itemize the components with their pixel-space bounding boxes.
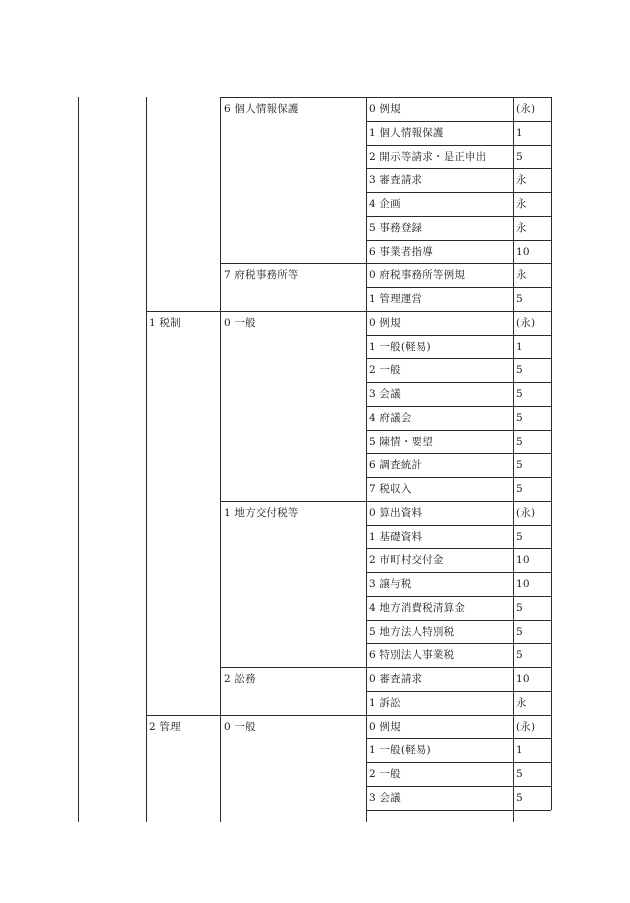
item-label: 6 特別法人事業税 bbox=[369, 649, 455, 662]
item-label: 7 税収入 bbox=[369, 483, 412, 495]
retention-period: (永) bbox=[516, 720, 536, 733]
retention-period: 永 bbox=[516, 174, 527, 187]
row-divider bbox=[366, 287, 551, 288]
item-label: 2 一般 bbox=[369, 768, 401, 780]
item-label: 1 一般(軽易) bbox=[369, 340, 431, 353]
retention-period: 10 bbox=[516, 673, 530, 685]
retention-period: 5 bbox=[516, 150, 523, 163]
subcategory-label: 1 地方交付税等 bbox=[224, 506, 299, 519]
row-divider bbox=[366, 453, 551, 454]
item-label: 1 管理運営 bbox=[369, 293, 423, 305]
item-label: 4 企画 bbox=[369, 198, 401, 210]
row-divider bbox=[366, 572, 551, 573]
subcategory-label: 0 一般 bbox=[224, 720, 256, 733]
retention-period: 1 bbox=[516, 126, 523, 139]
retention-period: 5 bbox=[516, 459, 523, 472]
item-label: 3 会議 bbox=[369, 388, 401, 400]
column-line bbox=[146, 97, 147, 822]
item-label: 2 一般 bbox=[369, 364, 401, 377]
row-divider bbox=[366, 525, 551, 526]
row-divider bbox=[366, 192, 551, 193]
row-divider bbox=[366, 620, 551, 621]
retention-period: 永 bbox=[516, 269, 527, 282]
row-divider bbox=[366, 738, 551, 739]
row-divider bbox=[366, 240, 551, 241]
row-divider bbox=[366, 145, 551, 146]
table-bottom-border bbox=[366, 810, 551, 811]
item-label: 0 算出資料 bbox=[369, 506, 423, 519]
item-label: 4 地方消費税清算金 bbox=[369, 601, 466, 614]
item-label: 2 開示等請求・是正申出 bbox=[369, 150, 487, 163]
row-divider bbox=[366, 216, 551, 217]
row-divider bbox=[366, 406, 551, 407]
column-line bbox=[78, 97, 79, 822]
subgroup-divider bbox=[220, 667, 551, 668]
retention-period: 10 bbox=[516, 554, 530, 567]
retention-period: 5 bbox=[516, 483, 523, 495]
retention-period: 5 bbox=[516, 435, 523, 448]
retention-period: 5 bbox=[516, 625, 523, 638]
subcategory-label: 6 個人情報保護 bbox=[224, 103, 299, 115]
item-label: 5 地方法人特別税 bbox=[369, 625, 455, 638]
item-label: 1 訴訟 bbox=[369, 696, 401, 709]
subcategory-label: 2 訟務 bbox=[224, 673, 256, 685]
row-divider bbox=[366, 548, 551, 549]
row-divider bbox=[366, 358, 551, 359]
item-label: 0 例規 bbox=[369, 720, 401, 733]
item-label: 0 府税事務所等例規 bbox=[369, 269, 466, 282]
table-top-border bbox=[220, 97, 551, 98]
retention-period: 5 bbox=[516, 530, 523, 543]
item-label: 0 例規 bbox=[369, 103, 401, 115]
retention-period: 5 bbox=[516, 388, 523, 400]
row-divider bbox=[366, 477, 551, 478]
subgroup-divider bbox=[220, 263, 551, 264]
item-label: 3 譲与税 bbox=[369, 578, 412, 590]
subcategory-label: 0 一般 bbox=[224, 316, 256, 329]
retention-period: 5 bbox=[516, 649, 523, 662]
item-label: 1 基礎資料 bbox=[369, 530, 423, 543]
item-label: 5 陳情・要望 bbox=[369, 435, 433, 448]
retention-period: 5 bbox=[516, 411, 523, 424]
retention-period: (永) bbox=[516, 103, 536, 115]
subcategory-label: 7 府税事務所等 bbox=[224, 269, 299, 282]
retention-period: 永 bbox=[516, 221, 527, 234]
retention-period: 5 bbox=[516, 364, 523, 377]
item-label: 5 事務登録 bbox=[369, 221, 423, 234]
row-divider bbox=[366, 643, 551, 644]
item-label: 1 個人情報保護 bbox=[369, 126, 444, 139]
row-divider bbox=[366, 168, 551, 169]
column-line bbox=[220, 97, 221, 822]
retention-period: 5 bbox=[516, 601, 523, 614]
subgroup-divider bbox=[220, 501, 551, 502]
item-label: 6 事業者指導 bbox=[369, 245, 433, 258]
column-line bbox=[513, 97, 514, 822]
item-label: 2 市町村交付金 bbox=[369, 554, 444, 567]
column-line bbox=[366, 97, 367, 822]
retention-period: (永) bbox=[516, 506, 536, 519]
row-divider bbox=[366, 762, 551, 763]
retention-period: 5 bbox=[516, 791, 523, 804]
retention-period: 5 bbox=[516, 768, 523, 780]
retention-period: 10 bbox=[516, 578, 530, 590]
row-divider bbox=[366, 335, 551, 336]
retention-period: 永 bbox=[516, 198, 527, 210]
column-line bbox=[551, 97, 552, 810]
retention-period: 永 bbox=[516, 696, 527, 709]
category-label: 2 管理 bbox=[149, 720, 181, 733]
retention-period: (永) bbox=[516, 316, 536, 329]
row-divider bbox=[366, 786, 551, 787]
retention-period: 5 bbox=[516, 293, 523, 305]
item-label: 1 一般(軽易) bbox=[369, 744, 431, 757]
item-label: 6 調査統計 bbox=[369, 459, 423, 472]
retention-period: 1 bbox=[516, 340, 523, 353]
item-label: 0 例規 bbox=[369, 316, 401, 329]
item-label: 3 会議 bbox=[369, 791, 401, 804]
row-divider bbox=[366, 691, 551, 692]
category-label: 1 税制 bbox=[149, 316, 181, 329]
row-divider bbox=[366, 596, 551, 597]
row-divider bbox=[366, 121, 551, 122]
retention-period: 10 bbox=[516, 245, 530, 258]
item-label: 0 審査請求 bbox=[369, 673, 423, 685]
group-divider bbox=[146, 715, 551, 716]
item-label: 3 審査請求 bbox=[369, 174, 423, 187]
retention-period: 1 bbox=[516, 744, 523, 757]
row-divider bbox=[366, 430, 551, 431]
group-divider bbox=[146, 311, 551, 312]
item-label: 4 府議会 bbox=[369, 411, 412, 424]
row-divider bbox=[366, 382, 551, 383]
